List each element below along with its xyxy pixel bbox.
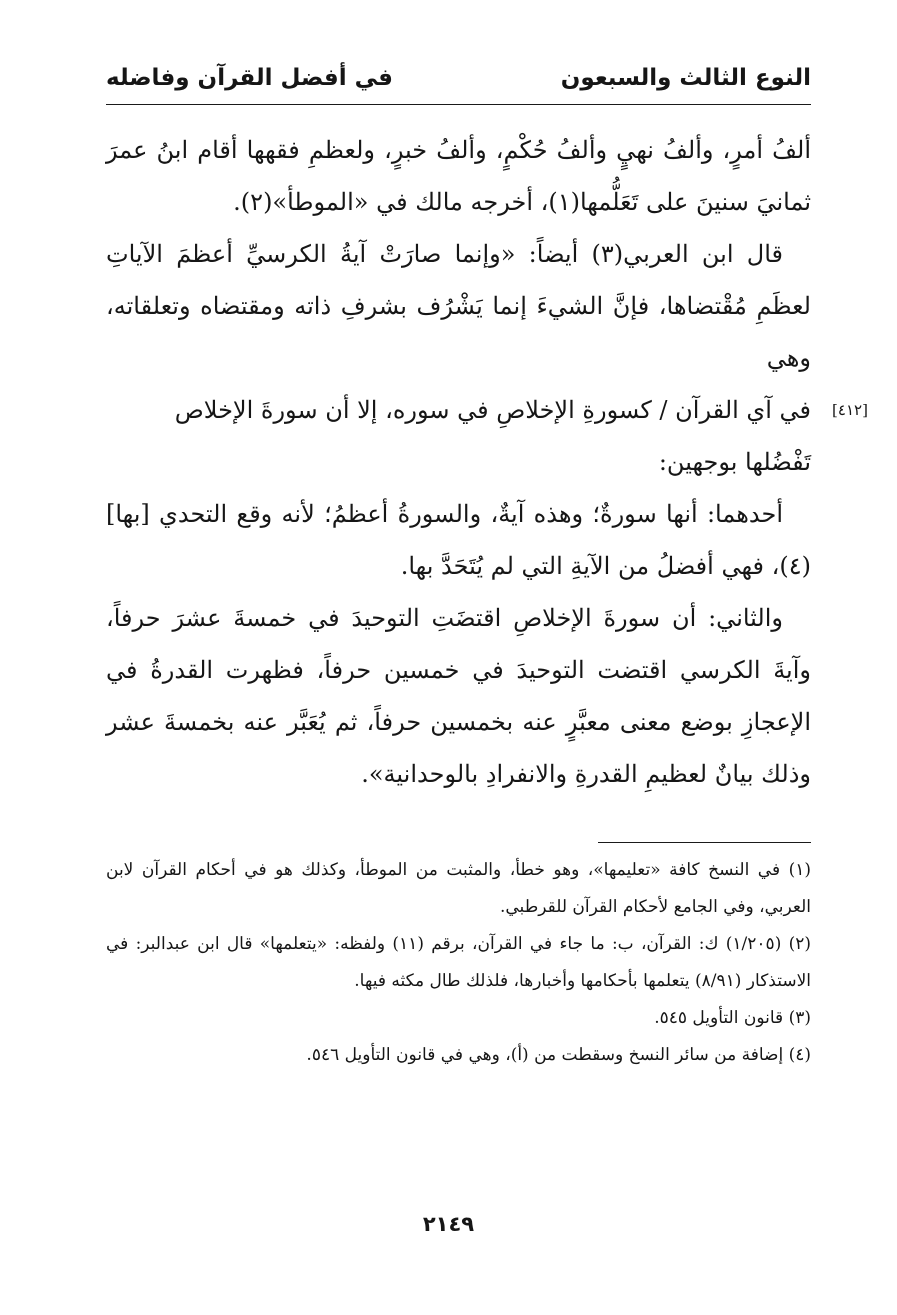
header-chapter-title: النوع الثالث والسبعون [560,65,811,91]
header-section-title: في أفضل القرآن وفاضله [106,65,393,91]
footnotes [106,852,811,1074]
page-number: ٢١٤٩ [422,1212,475,1236]
footnote-3: (٣) قانون التأويل ٥٤٥. [654,1008,811,1028]
running-header [106,56,811,100]
footnote-2: (٢) (١/٢٠٥) ك: القرآن، ب: ما جاء في القرآن، برقم (١١) ولفظه: «يتعلمها» قال ابن عبدالبر: في الاستذكار (٨/٩١) يتعلمها بأحكامها وأخبارها، فلذلك طال مكثه فيها. [106,934,812,991]
header-rule [106,104,811,105]
paragraph-4: والثاني: أن سورةَ الإخلاصِ اقتضَتِ التوحيدَ في خمسةَ عشرَ حرفاً، وآيةَ الكرسي اقتضت التوحيدَ في خمسين حرفاً، فظهرت القدرةُ في الإعجازِ بوضع معنى معبَّرٍ عنه بخمسين حرفاً، ثم يُعَبَّر عنه بخمسةَ عشر وذلك بيانٌ لعظيمِ القدرةِ والانفرادِ بالوحدانية». [106,604,811,788]
paragraph-2c: تَفْضُلها بوجهين: [658,448,811,476]
paragraph-2b [106,384,868,436]
paragraph-2a: قال ابن العربي(٣) أيضاً: «وإنما صارَتْ آيةُ الكرسيِّ أعظمَ الآياتِ لعظَمِ مُقْتضاها، فإنَّ الشيءَ إنما يَشْرُف بشرفِ ذاته ومقتضاه وتعلقاته، وهي [106,240,811,372]
paragraph-2b-text: في آي القرآن / كسورةِ الإخلاصِ في سوره، إلا أن سورةَ الإخلاص [174,396,811,424]
footnote-1: (١) في النسخ كافة «تعليمها»، وهو خطأ، والمثبت من الموطأ، وكذلك هو في أحكام القرآن لابن العربي، وفي الجامع لأحكام القرآن للقرطبي. [106,860,811,917]
paragraph-3: أحدهما: أنها سورةٌ؛ وهذه آيةٌ، والسورةُ أعظمُ؛ لأنه وقع التحدي [بها](٤)، فهي أفضلُ من الآيةِ التي لم يُتَحَدَّ بها. [106,500,811,580]
paragraph-1: ألفُ أمرٍ، وألفُ نهيٍ وألفُ حُكْمٍ، وألفُ خبرٍ، ولعظمِ فقهها أقام ابنُ عمرَ ثمانيَ سنينَ على تَعَلُّمها(١)، أخرجه مالك في «الموطأ»(٢). [106,136,811,216]
footnote-4: (٤) إضافة من سائر النسخ وسقطت من (أ)، وهي في قانون التأويل ٥٤٦. [306,1045,811,1065]
main-text [106,124,868,800]
manuscript-folio-marker: [٤١٢] [832,401,868,419]
footnote-rule [598,842,811,843]
